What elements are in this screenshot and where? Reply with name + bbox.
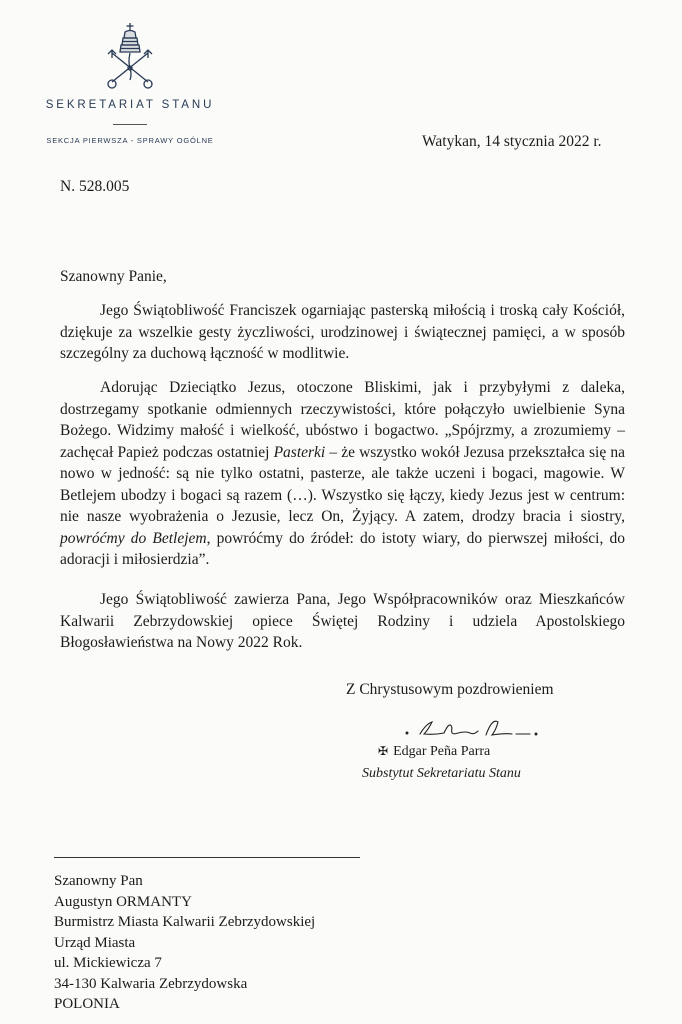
salutation: Szanowny Panie, — [60, 268, 167, 285]
signature — [400, 716, 550, 740]
paragraph-2-italic-a: Pasterki — [273, 443, 326, 461]
paragraph-1: Jego Świątobliwość Franciszek ogarniając pasterską miłością i troską cały Kościół, dziękuje za wszelkie gesty życzliwości, urodzinowej i świątecznej pamięci, a w sposób szczególny za duchową łączność w modlitwie. — [60, 302, 625, 362]
closing-line: Z Chrystusowym pozdrowieniem — [346, 681, 554, 698]
address-line: ul. Mickiewicza 7 — [54, 955, 162, 971]
signer-line — [378, 744, 490, 760]
date-line: Watykan, 14 stycznia 2022 r. — [422, 133, 602, 150]
signer-title: Substytut Sekretariatu Stanu — [362, 766, 521, 781]
paragraph-2 — [60, 377, 625, 571]
section-name: SEKCJA PIERWSZA - SPRAWY OGÓLNE — [46, 136, 214, 145]
paragraph-2-text-a: Adorując Dzieciątko Jezus, otoczone Bliskimi, jak i przybyłymi z daleka, dostrzegamy spotkanie odmiennych rzeczywistości, które połączyło uwielbienie Syna Bożego. Widzimy małość i wielkość, ubóstwo i bogactwo. „Spójrzmy, a zrozumiemy – zachęcał Papież podczas ostatniej — [60, 379, 625, 461]
papal-coat-of-arms-icon — [104, 22, 156, 92]
address-line: Augustyn ORMANTY — [54, 893, 192, 910]
paragraph-2-text-b: – że wszystko wokół Jezusa przekształca się na nowo w jedność: są nie tylko ostatni, pasterze, ale także uczeni i bogaci, magowie. W Betlejem ubodzy i bogaci są razem (…). Wszystko się łączy, kiedy Jezus jest w centrum: nie nasze wyobrażenia o Jezusie, lecz On, Żyjący. A zatem, drodzy bracia i siostry, — [60, 443, 625, 525]
address-line: 34-130 Kalwaria Zebrzydowska — [54, 975, 248, 992]
letterhead-divider — [113, 124, 147, 125]
maltese-cross-icon: ✠ — [378, 744, 389, 758]
address-line: Szanowny Pan — [54, 873, 143, 889]
address-line: Burmistrz Miasta Kalwarii Zebrzydowskiej — [54, 914, 316, 930]
address-line: Urząd Miasta — [54, 934, 136, 951]
paragraph-2-text-c: , powróćmy do źródeł: do istoty wiary, do pierwszej miłości, do adoracji i miłosierdzia”. — [60, 529, 625, 568]
signer-name: Edgar Peña Parra — [393, 744, 491, 759]
address-divider — [54, 857, 360, 858]
reference-number: N. 528.005 — [60, 178, 130, 195]
office-name: SEKRETARIAT STANU — [45, 99, 215, 111]
paragraph-3: Jego Świątobliwość zawierza Pana, Jego Współpracowników oraz Mieszkańców Kalwarii Zebrzydowskiej opiece Świętej Rodziny i udziela Apostolskiego Błogosławieństwa na Nowy 2022 Rok. — [60, 591, 625, 651]
paragraph-2-italic-b: powróćmy do Betlejem — [60, 529, 207, 547]
recipient-address — [54, 871, 315, 1015]
address-line: POLONIA — [54, 996, 120, 1012]
